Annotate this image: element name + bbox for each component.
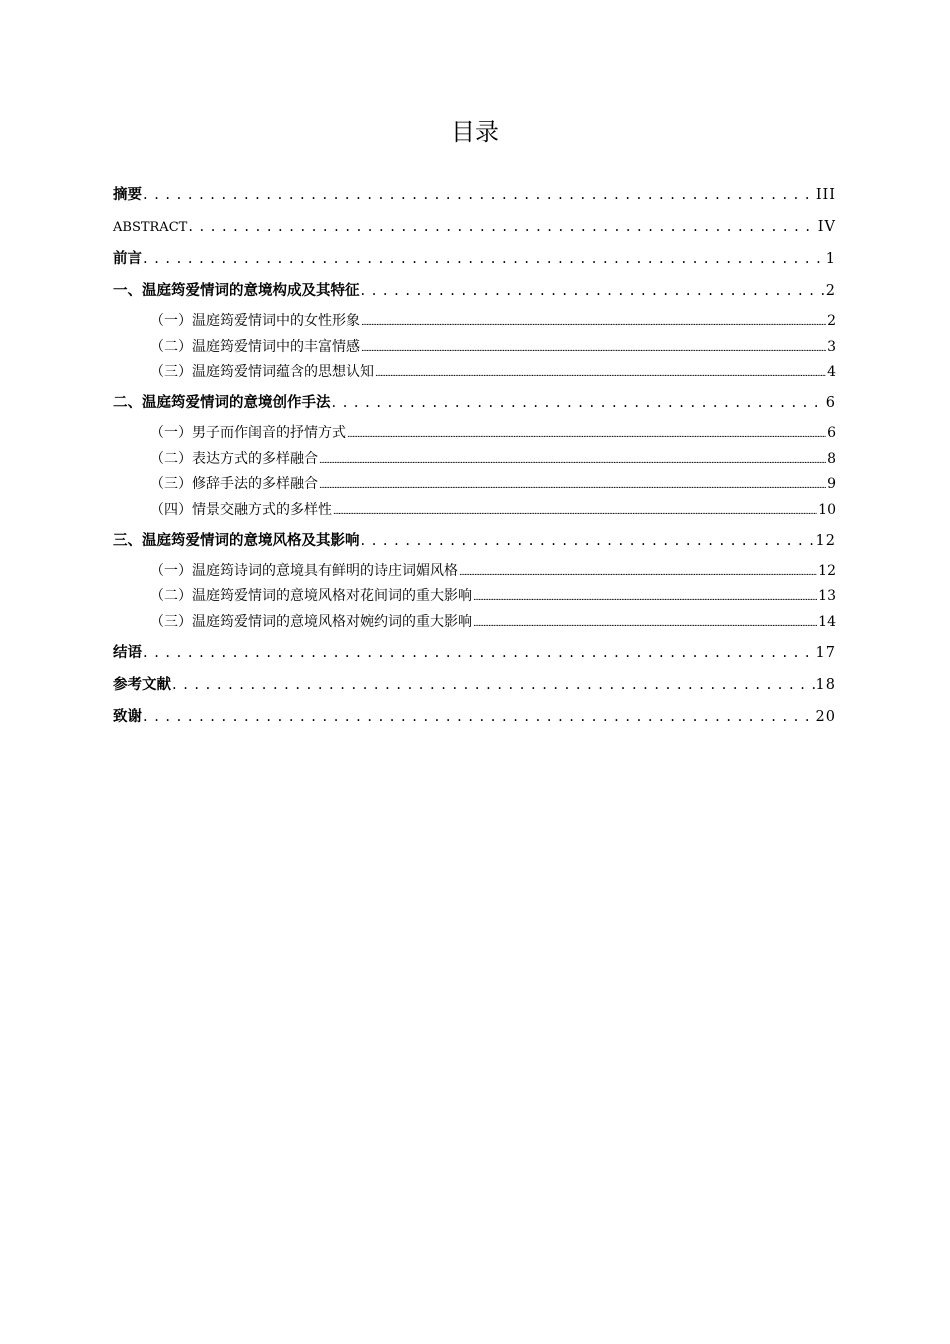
toc-page-number: IV (817, 219, 836, 235)
toc-page-number: 6 (827, 425, 836, 441)
toc-subentry[interactable] (113, 586, 836, 612)
dot-leader (361, 529, 815, 553)
toc-page-number: 12 (815, 532, 836, 549)
toc-subentry-label: （三）温庭筠爱情词蕴含的思想认知 (150, 364, 374, 380)
toc-subentry[interactable] (113, 337, 836, 363)
toc-subentry[interactable] (113, 474, 836, 500)
toc-page-number: 3 (827, 338, 836, 355)
toc-subentry[interactable] (113, 561, 836, 587)
toc-subentry[interactable] (113, 612, 836, 641)
toc-subentry[interactable] (113, 362, 836, 391)
dot-leader (319, 476, 826, 496)
toc-entry-chapter-1[interactable] (113, 279, 836, 311)
dot-leader (188, 215, 816, 239)
toc-entry-label: 三、温庭筠爱情词的意境风格及其影响 (113, 531, 360, 549)
dot-leader (473, 614, 817, 634)
dot-leader (143, 641, 815, 665)
toc-entry-acknowledgements[interactable] (113, 705, 836, 737)
page-title: 目录 (451, 118, 499, 146)
dot-leader (143, 705, 815, 729)
toc-page-number: 2 (825, 283, 836, 299)
toc-subentry-label: （四）情景交融方式的多样性 (150, 501, 332, 518)
toc-subentry-label: （二）表达方式的多样融合 (150, 450, 318, 467)
toc-page-number: 6 (825, 395, 836, 411)
toc-entry-label: 致谢 (113, 707, 142, 725)
toc-entry-label: 参考文献 (113, 675, 171, 693)
toc-page-number: 1 (825, 251, 836, 267)
toc-page-number: 10 (818, 501, 836, 518)
toc-entry-label: 一、温庭筠爱情词的意境构成及其特征 (113, 282, 360, 299)
toc-page-number: 4 (827, 364, 836, 380)
toc-entry-conclusion[interactable] (113, 641, 836, 673)
dot-leader (473, 588, 817, 608)
toc-page-number: 17 (815, 644, 836, 661)
dot-leader (361, 313, 826, 333)
dot-leader (172, 673, 815, 697)
toc-entry-abstract-cn[interactable] (113, 183, 836, 215)
toc-subentry-label: （一）男子而作闺音的抒情方式 (150, 425, 346, 441)
dot-leader (333, 502, 817, 522)
dot-leader (319, 451, 826, 471)
dot-leader (332, 391, 825, 415)
toc-subentry-label: （三）修辞手法的多样融合 (150, 476, 318, 492)
toc-entry-chapter-3[interactable] (113, 529, 836, 561)
toc-page-number: 2 (827, 313, 836, 329)
toc-subentry-label: （一）温庭筠诗词的意境具有鲜明的诗庄词媚风格 (150, 562, 458, 579)
dot-leader (347, 425, 826, 445)
toc-subentry[interactable] (113, 449, 836, 475)
toc-subentry-label: （二）温庭筠爱情词中的丰富情感 (150, 338, 360, 355)
toc-page-number: 13 (818, 588, 836, 604)
toc-subentry-label: （一）温庭筠爱情词中的女性形象 (150, 313, 360, 329)
toc-entry-preface[interactable] (113, 247, 836, 279)
toc-subentry-label: （三）温庭筠爱情词的意境风格对婉约词的重大影响 (150, 613, 472, 630)
dot-leader (375, 364, 826, 384)
toc-entry-abstract-en[interactable] (113, 215, 836, 247)
toc-page-number: 9 (827, 476, 836, 492)
dot-leader (361, 279, 825, 303)
toc-entry-label: 摘要 (113, 186, 142, 203)
toc-page-number: 14 (818, 613, 836, 630)
toc-entry-references[interactable] (113, 673, 836, 705)
toc-entry-label: 二、温庭筠爱情词的意境创作手法 (113, 394, 331, 411)
toc-subentry[interactable] (113, 423, 836, 449)
toc-entry-label: 前言 (113, 250, 142, 267)
toc-subentry-label: （二）温庭筠爱情词的意境风格对花间词的重大影响 (150, 588, 472, 604)
dot-leader (143, 247, 825, 271)
toc-page-number: 20 (815, 708, 836, 725)
toc-subentry[interactable] (113, 500, 836, 529)
table-of-contents (113, 183, 836, 737)
toc-entry-label: 结语 (113, 643, 142, 661)
toc-page-number: III (815, 187, 836, 203)
dot-leader (459, 563, 817, 583)
toc-page-number: 18 (815, 676, 836, 693)
dot-leader (361, 339, 826, 359)
toc-entry-chapter-2[interactable] (113, 391, 836, 423)
toc-page-number: 12 (818, 562, 836, 579)
toc-page-number: 8 (827, 450, 836, 467)
toc-entry-label: ABSTRACT (113, 220, 188, 235)
toc-subentry[interactable] (113, 311, 836, 337)
dot-leader (143, 183, 815, 207)
